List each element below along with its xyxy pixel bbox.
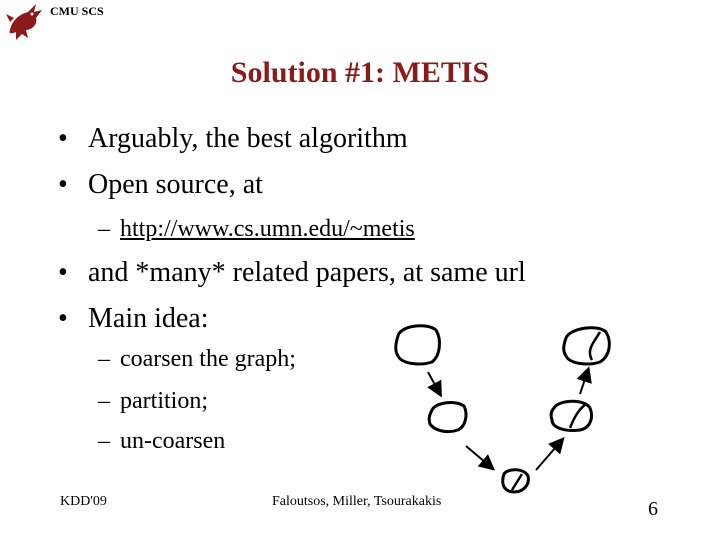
footer-venue: KDD'09: [60, 494, 107, 509]
step-text: un-coarsen: [120, 428, 226, 454]
bullet-dot: •: [58, 169, 68, 200]
step-text: partition;: [120, 388, 208, 414]
slide-title: Solution #1: METIS: [230, 56, 490, 89]
bullet-text: and *many* related papers, at same url: [88, 257, 526, 288]
uncoarsen-arrow: [580, 370, 588, 394]
sub-bullet-dash: –: [98, 428, 110, 454]
bullet-dot: •: [58, 303, 68, 334]
footer-authors: Faloutsos, Miller, Tsourakakis: [272, 494, 442, 509]
partitioned-graph-blob: [564, 328, 610, 364]
bullet-dot: •: [58, 123, 68, 154]
bullet-text: Arguably, the best algorithm: [88, 123, 408, 154]
page-number: 6: [648, 498, 658, 520]
coarsen-arrow: [466, 446, 492, 468]
sub-bullet-dash: –: [98, 346, 110, 372]
bullet-text: Open source, at: [88, 169, 263, 200]
coarsen-arrow: [428, 372, 440, 394]
sub-bullet-dash: –: [98, 216, 110, 242]
uncoarsen-arrow: [536, 440, 562, 470]
step-text: coarsen the graph;: [120, 346, 296, 372]
original-graph-blob: [396, 326, 440, 364]
coarse-graph-blob: [429, 403, 466, 432]
bullet-dot: •: [58, 257, 68, 288]
coarsest-graph-blob: [503, 470, 529, 492]
metis-link[interactable]: http://www.cs.umn.edu/~metis: [120, 216, 415, 242]
bullet-text: Main idea:: [88, 303, 209, 334]
sub-bullet-dash: –: [98, 388, 110, 414]
header-label: CMU SCS: [50, 4, 104, 18]
